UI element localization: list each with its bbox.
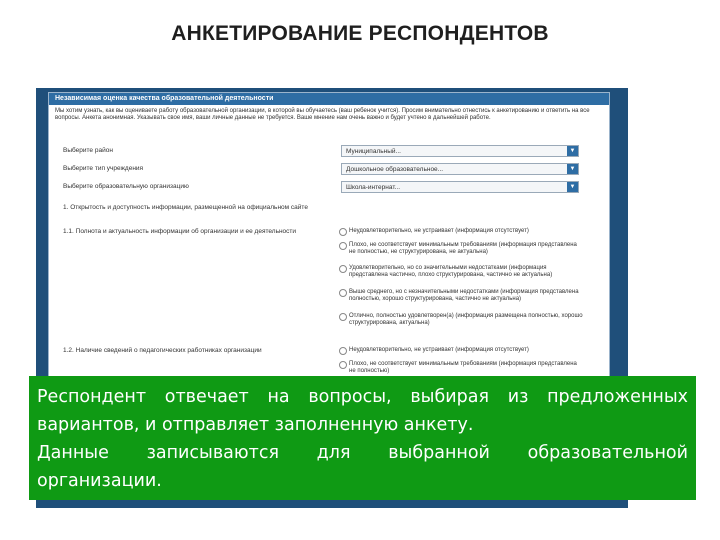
option-label: Выше среднего, но с незначительными недостатками (информация представлена полностью, хорошо структурирована, частично не актуальна) [349, 289, 579, 302]
chevron-down-icon: ▼ [567, 146, 578, 156]
radio-button[interactable] [339, 313, 347, 321]
caption-paragraph-2: Данные записываются для выбранной образовательной организации. [37, 443, 688, 491]
organization-select-value: Школа-интернат... [346, 184, 401, 191]
radio-button[interactable] [339, 265, 347, 273]
radio-button[interactable] [339, 289, 347, 297]
chevron-down-icon: ▼ [567, 164, 578, 174]
radio-button[interactable] [339, 228, 347, 236]
institution-type-select-value: Дошкольное образовательное... [346, 166, 444, 173]
option-label: Плохо, не соответствует минимальным требованиям (информация представлена не полностью) [349, 361, 577, 374]
chevron-down-icon: ▼ [567, 182, 578, 192]
option-label: Отлично, полностью удовлетворен(а) (информация размещена полностью, хорошо структурирована, актуальна) [349, 313, 583, 326]
form-header: Независимая оценка качества образовательной деятельности [49, 93, 609, 105]
option-label: Удовлетворительно, но со значительными недостатками (информация представлена частично, плохо структурирована, частично не актуальна) [349, 265, 553, 278]
option-label: Неудовлетворительно, не устраивает (информация отсутствует) [349, 347, 529, 353]
section-title: 1. Открытость и доступность информации, размещенной на официальном сайте [63, 204, 308, 211]
question-1-1: 1.1. Полнота и актуальность информации об организации и ее деятельности [63, 228, 297, 235]
district-select[interactable] [341, 145, 579, 157]
organization-select[interactable] [341, 181, 579, 193]
option-label: Плохо, не соответствует минимальным требованиям (информация представлена не полностью, не структурирована, не актуальна) [349, 242, 577, 255]
option-label: Неудовлетворительно, не устраивает (информация отсутствует) [349, 228, 529, 234]
radio-button[interactable] [339, 347, 347, 355]
slide-title: АНКЕТИРОВАНИЕ РЕСПОНДЕНТОВ [171, 22, 549, 45]
organization-label: Выберите образовательную организацию [63, 183, 189, 190]
radio-button[interactable] [339, 361, 347, 369]
institution-type-select[interactable] [341, 163, 579, 175]
institution-type-row [55, 163, 603, 177]
district-row [55, 145, 603, 159]
organization-row [55, 181, 603, 195]
question-1-2: 1.2. Наличие сведений о педагогических работниках организации [63, 347, 262, 354]
form-intro: Мы хотим узнать, как вы оцениваете работу образовательной организации, в которой вы обучаетесь (ваш ребенок учится). Просим внимательно отнестись к анкетированию и ответить на все вопросы. Анкета анонимная. Указывать свое имя, ваши личные данные не требуется. Ваше мнение нам очень важно и будет учтено в дальнейшей работе. [55, 108, 590, 121]
survey-form [48, 92, 610, 394]
district-label: Выберите район [63, 147, 113, 154]
caption-text [37, 383, 688, 495]
radio-button[interactable] [339, 242, 347, 250]
caption-paragraph-1: Респондент отвечает на вопросы, выбирая из предложенных вариантов, и отправляет заполненную анкету. [37, 387, 688, 435]
institution-type-label: Выберите тип учреждения [63, 165, 144, 172]
district-select-value: Муниципальный... [346, 148, 401, 155]
